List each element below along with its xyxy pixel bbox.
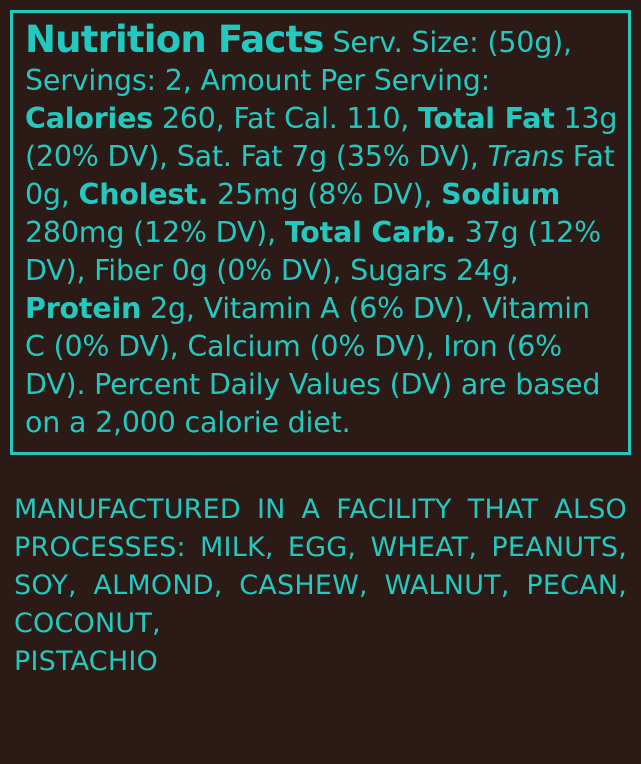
total-carb-label: Total Carb. [284,216,456,249]
allergen-last-line: PISTACHIO [14,646,158,677]
nutrition-facts-title: Nutrition Facts [25,18,324,61]
trans-fat-value: Fat 0g, [25,140,615,211]
total-fat-label: Total Fat [418,102,555,135]
nutrition-facts-panel [10,10,631,455]
calories-value: 260, Fat Cal. 110, [161,102,410,135]
total-carb-value: 37g (12% DV), Fiber 0g (0% DV), Sugars 24g, [25,216,601,287]
cholesterol-value: 25mg (8% DV), [217,178,433,211]
nutrition-facts-text [25,18,618,442]
allergen-statement [14,491,627,681]
calories-label: Calories [25,102,154,135]
serving-size-label: Serv. Size: [332,26,479,59]
total-fat-value: 13g (20% DV), Sat. Fat 7g (35% DV), [25,102,618,173]
allergen-main-text: MANUFACTURED IN A FACILITY THAT ALSO PROCESSES: MILK, EGG, WHEAT, PEANUTS, SOY, ALMOND, CASHEW, WALNUT, PECAN, COCONUT, [14,494,627,639]
trans-fat-label: Trans [487,140,564,173]
sodium-label: Sodium [441,178,561,211]
cholesterol-label: Cholest. [78,178,209,211]
sodium-value: 280mg (12% DV), [25,216,276,249]
protein-label: Protein [25,292,142,325]
protein-value: 2g, Vitamin A (6% DV), Vitamin C (0% DV), Calcium (0% DV), Iron (6% DV). Percent Daily Values (DV) are based on a 2,000 calorie diet. [25,292,601,439]
serving-size-value: (50g), Servings: 2, Amount Per Serving: [25,26,572,97]
